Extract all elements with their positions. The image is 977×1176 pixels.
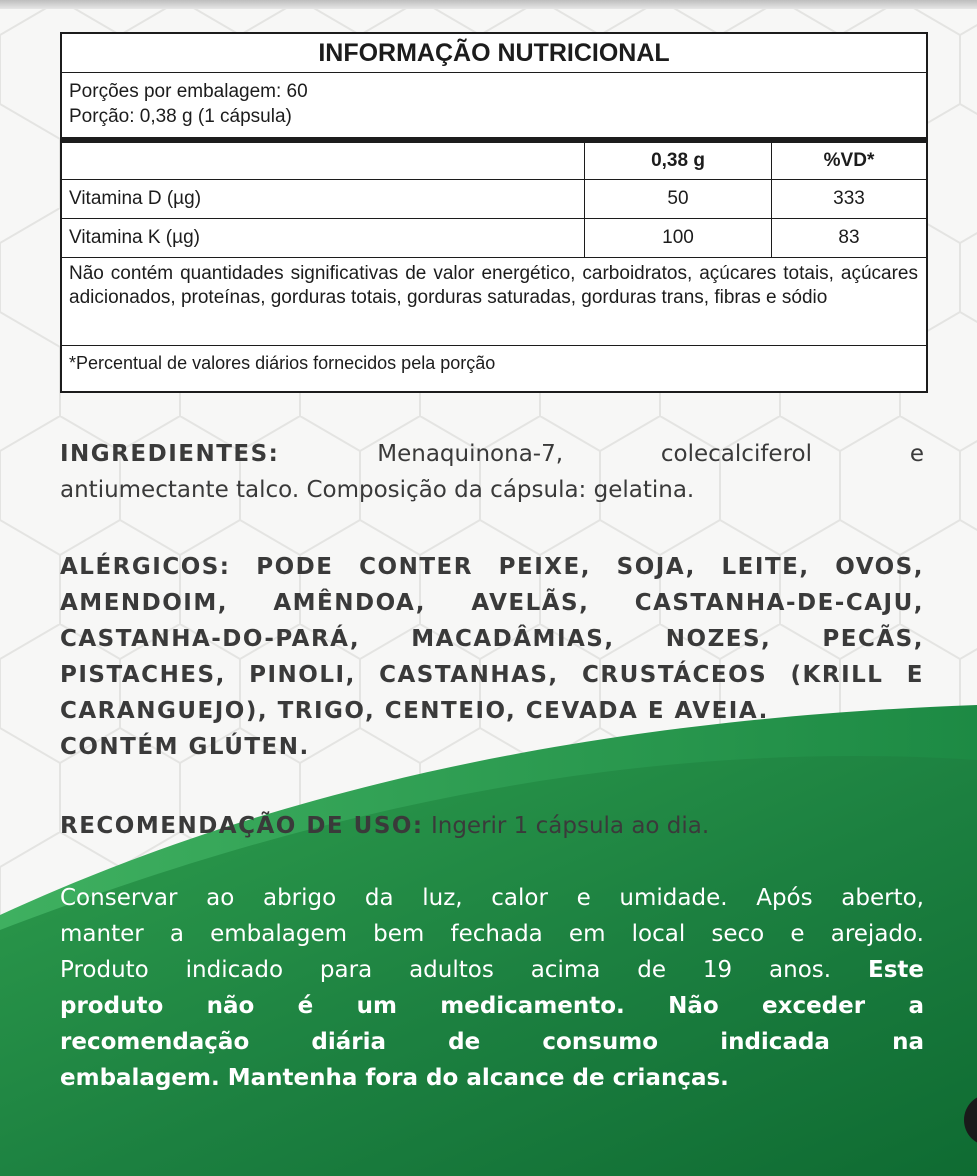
allergens-line-5: CARANGUEJO), TRIGO, CENTEIO, CEVADA E AVEIA. [60,698,769,724]
ingredients-line-2: antiumectante talco. Composição da cápsula: gelatina. [60,477,695,503]
storage-line-3: Produto indicado para adultos acima de 19 anos. [60,957,832,983]
usage-section [60,808,924,844]
ingredients-section [60,436,924,508]
column-header-dv: %VD* [772,143,926,180]
allergens-line-3: CASTANHA-DO-PARÁ, MACADÂMIAS, NOZES, PECÃS, [60,626,924,652]
allergens-label: ALÉRGICOS: [60,554,231,580]
storage-line-2: manter a embalagem bem fechada em local seco e arejado. [60,921,924,947]
nutrition-title: INFORMAÇÃO NUTRICIONAL [62,34,926,73]
allergens-line-1: PODE CONTER PEIXE, SOJA, LEITE, OVOS, [256,554,924,580]
nutrition-footnote: *Percentual de valores diários fornecidos pela porção [69,353,496,373]
warning-line-2: recomendação diária de consumo indicada na [60,1029,924,1055]
nutrition-table [60,32,928,393]
storage-line-3-bold: Este [868,957,924,983]
allergens-line-4: PISTACHES, PINOLI, CASTANHAS, CRUSTÁCEOS (KRILL E [60,662,924,688]
nutrition-note: Não contém quantidades significativas de valor energético, carboidratos, açúcares totais, açúcares adicionados, proteínas, gorduras totais, gorduras saturadas, gorduras trans, fibras e sódio [62,258,926,346]
ingredients-label: INGREDIENTES: [60,441,280,467]
nutrient-amount: 50 [585,180,772,219]
top-bar [0,0,977,9]
nutrient-amount: 100 [585,219,772,258]
ingredients-line-1: Menaquinona-7, colecalciferol e [377,441,924,467]
servings-per-package: Porções por embalagem: 60 [69,81,308,102]
allergens-line-2: AMENDOIM, AMÊNDOA, AVELÃS, CASTANHA-DE-CAJU, [60,590,924,616]
column-header-nutrient [62,143,585,180]
storage-line-1: Conservar ao abrigo da luz, calor e umidade. Após aberto, [60,885,924,911]
serving-info [62,73,926,137]
usage-label: RECOMENDAÇÃO DE USO: [60,813,424,839]
warning-line-1: produto não é um medicamento. Não exceder a [60,993,924,1019]
column-header-amount: 0,38 g [585,143,772,180]
allergens-section [60,549,924,765]
nutrient-name: Vitamina K (µg) [62,219,585,258]
storage-section [60,880,924,1096]
serving-size: Porção: 0,38 g (1 cápsula) [69,106,292,127]
nutrient-dv: 83 [772,219,926,258]
nutrient-grid [62,143,926,258]
warning-line-3: embalagem. Mantenha fora do alcance de crianças. [60,1065,729,1091]
nutrient-dv: 333 [772,180,926,219]
usage-text: Ingerir 1 cápsula ao dia. [430,813,710,839]
nutrient-name: Vitamina D (µg) [62,180,585,219]
gluten-warning: CONTÉM GLÚTEN. [60,734,310,760]
